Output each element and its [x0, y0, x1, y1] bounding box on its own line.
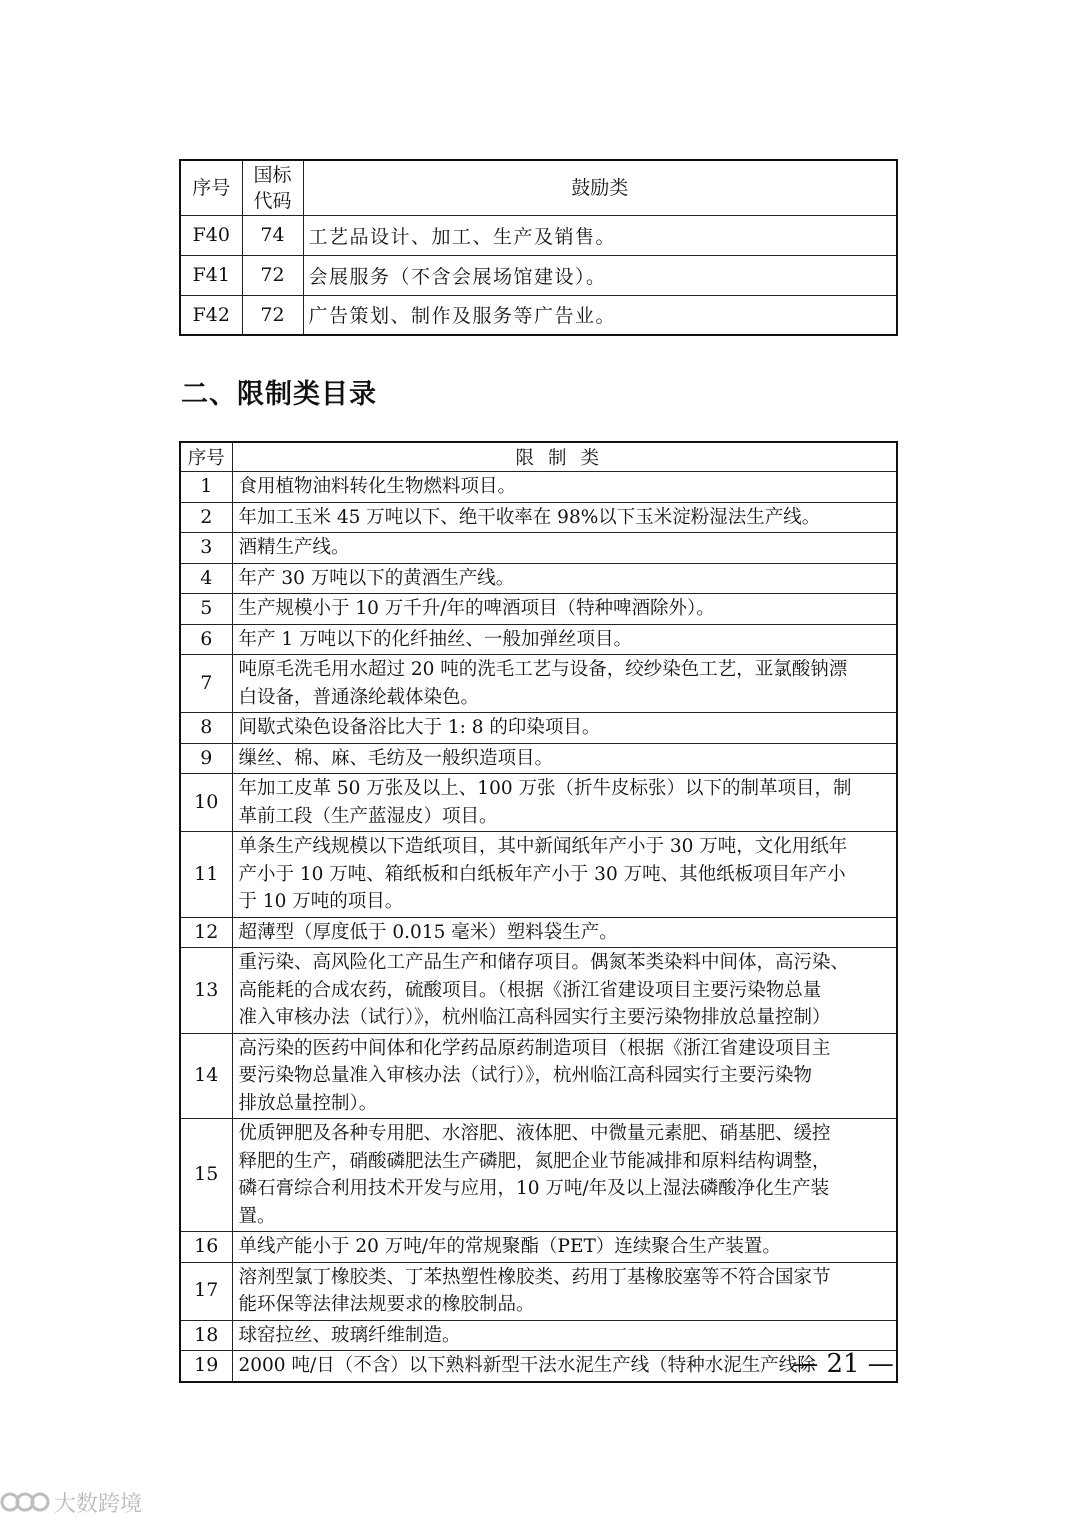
- row-text: [232, 533, 897, 564]
- row-text-line: 生产规模小于 10 万千升/年的啤酒项目（特种啤酒除外）。: [238, 598, 715, 619]
- row-text-line: 优质钾肥及各种专用肥、水溶肥、液体肥、中微量元素肥、硝基肥、缓控: [238, 1123, 831, 1144]
- row-text-line: 缫丝、棉、麻、毛纺及一般织造项目。: [238, 747, 554, 769]
- row-code: 72: [242, 295, 303, 335]
- row-text-line: 年产 30 万吨以下的黄酒生产线。: [238, 567, 515, 589]
- row-seq: 13: [180, 948, 232, 1034]
- header-seq: 序号: [180, 160, 242, 215]
- row-seq: 18: [180, 1320, 232, 1351]
- row-text: [232, 832, 897, 918]
- row-text-line: 超薄型（厚度低于 0.015 毫米）塑料袋生产。: [238, 921, 618, 943]
- row-text-line: 高污染的医药中间体和化学药品原药制造项目（根据《浙江省建设项目主: [238, 1037, 831, 1059]
- encouraged-table: [179, 159, 898, 336]
- row-text-line: 间歇式染色设备浴比大于 1: 8 的印染项目。: [238, 717, 601, 738]
- header-category: 鼓励类: [303, 160, 897, 215]
- row-seq: 1: [180, 472, 232, 503]
- row-seq: 15: [180, 1119, 232, 1232]
- row-text-line: 食用植物油料转化生物燃料项目。: [238, 476, 517, 497]
- row-text-line: 准入审核办法（试行）》，杭州临江高科园实行主要污染物排放总量控制）: [238, 1007, 831, 1028]
- row-text-line: 吨原毛洗毛用水超过 20 吨的洗毛工艺与设备，绞纱染色工艺，亚氯酸钠漂: [238, 659, 848, 680]
- row-seq: 4: [180, 563, 232, 594]
- row-seq: 6: [180, 624, 232, 655]
- row-seq: 8: [180, 713, 232, 744]
- table-row: [180, 255, 897, 295]
- row-text-line: 革前工段（生产蓝湿皮）项目。: [238, 805, 498, 827]
- table-row: [180, 1033, 897, 1119]
- row-text: [232, 594, 897, 625]
- row-text-line: 年加工皮革 50 万张及以上、100 万张（折牛皮标张）以下的制革项目，制: [238, 778, 852, 799]
- row-seq: F40: [180, 215, 242, 255]
- row-code: 72: [242, 255, 303, 295]
- row-text-line: 白设备，普通涤纶载体染色。: [238, 686, 480, 708]
- table-row: [180, 624, 897, 655]
- row-text-line: 于 10 万吨的项目。: [238, 891, 404, 912]
- row-seq: F42: [180, 295, 242, 335]
- table-row: [180, 917, 897, 948]
- row-text-line: 单线产能小于 20 万吨/年的常规聚酯（PET）连续聚合生产装置。: [238, 1236, 781, 1257]
- row-text-line: 单条生产线规模以下造纸项目，其中新闻纸年产小于 30 万吨，文化用纸年: [238, 836, 848, 857]
- table-row: [180, 832, 897, 918]
- table-row: [180, 472, 897, 503]
- row-text: [232, 472, 897, 503]
- row-seq: 19: [180, 1351, 232, 1382]
- row-text-line: 置。: [238, 1205, 276, 1227]
- row-text-line: 重污染、高风险化工产品生产和储存项目。偶氮苯类染料中间体，高污染、: [238, 952, 850, 973]
- row-seq: 3: [180, 533, 232, 564]
- row-seq: 16: [180, 1232, 232, 1263]
- row-seq: 14: [180, 1033, 232, 1119]
- page-number: — 21 —: [792, 1349, 894, 1379]
- table-row: [180, 502, 897, 533]
- table-row: [180, 563, 897, 594]
- watermark: [0, 1480, 142, 1524]
- row-text: [232, 713, 897, 744]
- row-text: [232, 1262, 897, 1320]
- table-row: [180, 594, 897, 625]
- header-code: [242, 160, 303, 215]
- row-text: [232, 1119, 897, 1232]
- row-text-line: 年加工玉米 45 万吨以下、绝干收率在 98%以下玉米淀粉湿法生产线。: [238, 506, 821, 528]
- row-text: [232, 917, 897, 948]
- row-text-line: 高能耗的合成农药，硫酸项目。（根据《浙江省建设项目主要污染物总量: [238, 979, 822, 1001]
- row-seq: 17: [180, 1262, 232, 1320]
- table-row: [180, 1320, 897, 1351]
- table-row: [180, 1119, 897, 1232]
- table-row: [180, 743, 897, 774]
- row-text: [232, 1232, 897, 1263]
- row-text-line: 能环保等法律法规要求的橡胶制品。: [238, 1294, 535, 1315]
- row-seq: 11: [180, 832, 232, 918]
- header-code-line2: 代码: [253, 189, 292, 212]
- table-row: [180, 1262, 897, 1320]
- header-code-line1: 国标: [253, 163, 292, 186]
- row-seq: 7: [180, 655, 232, 713]
- row-text: 工艺品设计、加工、生产及销售。: [303, 215, 897, 255]
- restricted-table: [179, 441, 898, 1383]
- row-text-line: 溶剂型氯丁橡胶类、丁苯热塑性橡胶类、药用丁基橡胶塞等不符合国家节: [238, 1266, 831, 1288]
- row-text-line: 产小于 10 万吨、箱纸板和白纸板年产小于 30 万吨、其他纸板项目年产小: [238, 863, 846, 885]
- table-row: [180, 948, 897, 1034]
- table-row: [180, 533, 897, 564]
- row-seq: 10: [180, 774, 232, 832]
- row-text: [232, 502, 897, 533]
- row-text-line: 酒精生产线。: [238, 537, 350, 558]
- row-text: [232, 1320, 897, 1351]
- table-row: [180, 655, 897, 713]
- table-row: [180, 1232, 897, 1263]
- row-text: [232, 624, 897, 655]
- table-header-row: [180, 442, 897, 472]
- table-row: [180, 774, 897, 832]
- row-seq: 12: [180, 917, 232, 948]
- row-text-line: 排放总量控制）。: [238, 1092, 378, 1114]
- row-text: [232, 1033, 897, 1119]
- row-seq: 9: [180, 743, 232, 774]
- row-text-line: 2000 吨/日（不含）以下熟料新型干法水泥生产线（特种水泥生产线除: [238, 1355, 816, 1376]
- row-code: 74: [242, 215, 303, 255]
- section-title: 二、限制类目录: [181, 379, 377, 410]
- table-row: [180, 713, 897, 744]
- row-text: 会展服务（不含会展场馆建设）。: [303, 255, 897, 295]
- row-seq: 2: [180, 502, 232, 533]
- row-text: [232, 948, 897, 1034]
- table-row: [180, 295, 897, 335]
- row-seq: 5: [180, 594, 232, 625]
- row-text-line: 释肥的生产，硝酸磷肥法生产磷肥，氮肥企业节能减排和原料结构调整，: [238, 1150, 831, 1172]
- table-row: [180, 215, 897, 255]
- row-seq: F41: [180, 255, 242, 295]
- header-category: 限制类: [232, 442, 897, 472]
- row-text: [232, 563, 897, 594]
- watermark-text: 大数跨境: [54, 1491, 143, 1517]
- watermark-logo-icon: [0, 1488, 50, 1516]
- row-text: [232, 774, 897, 832]
- row-text-line: 球窑拉丝、玻璃纤维制造。: [238, 1324, 461, 1346]
- row-text-line: 要污染物总量准入审核办法（试行）》，杭州临江高科园实行主要污染物: [238, 1065, 813, 1086]
- row-text-line: 年产 1 万吨以下的化纤抽丝、一般加弹丝项目。: [238, 628, 633, 650]
- row-text: [232, 655, 897, 713]
- header-seq: 序号: [180, 442, 232, 472]
- table-header-row: [180, 160, 897, 215]
- row-text: [232, 743, 897, 774]
- row-text-line: 磷石膏综合利用技术开发与应用，10 万吨/年及以上湿法磷酸净化生产装: [238, 1178, 830, 1199]
- row-text: 广告策划、制作及服务等广告业。: [303, 295, 897, 335]
